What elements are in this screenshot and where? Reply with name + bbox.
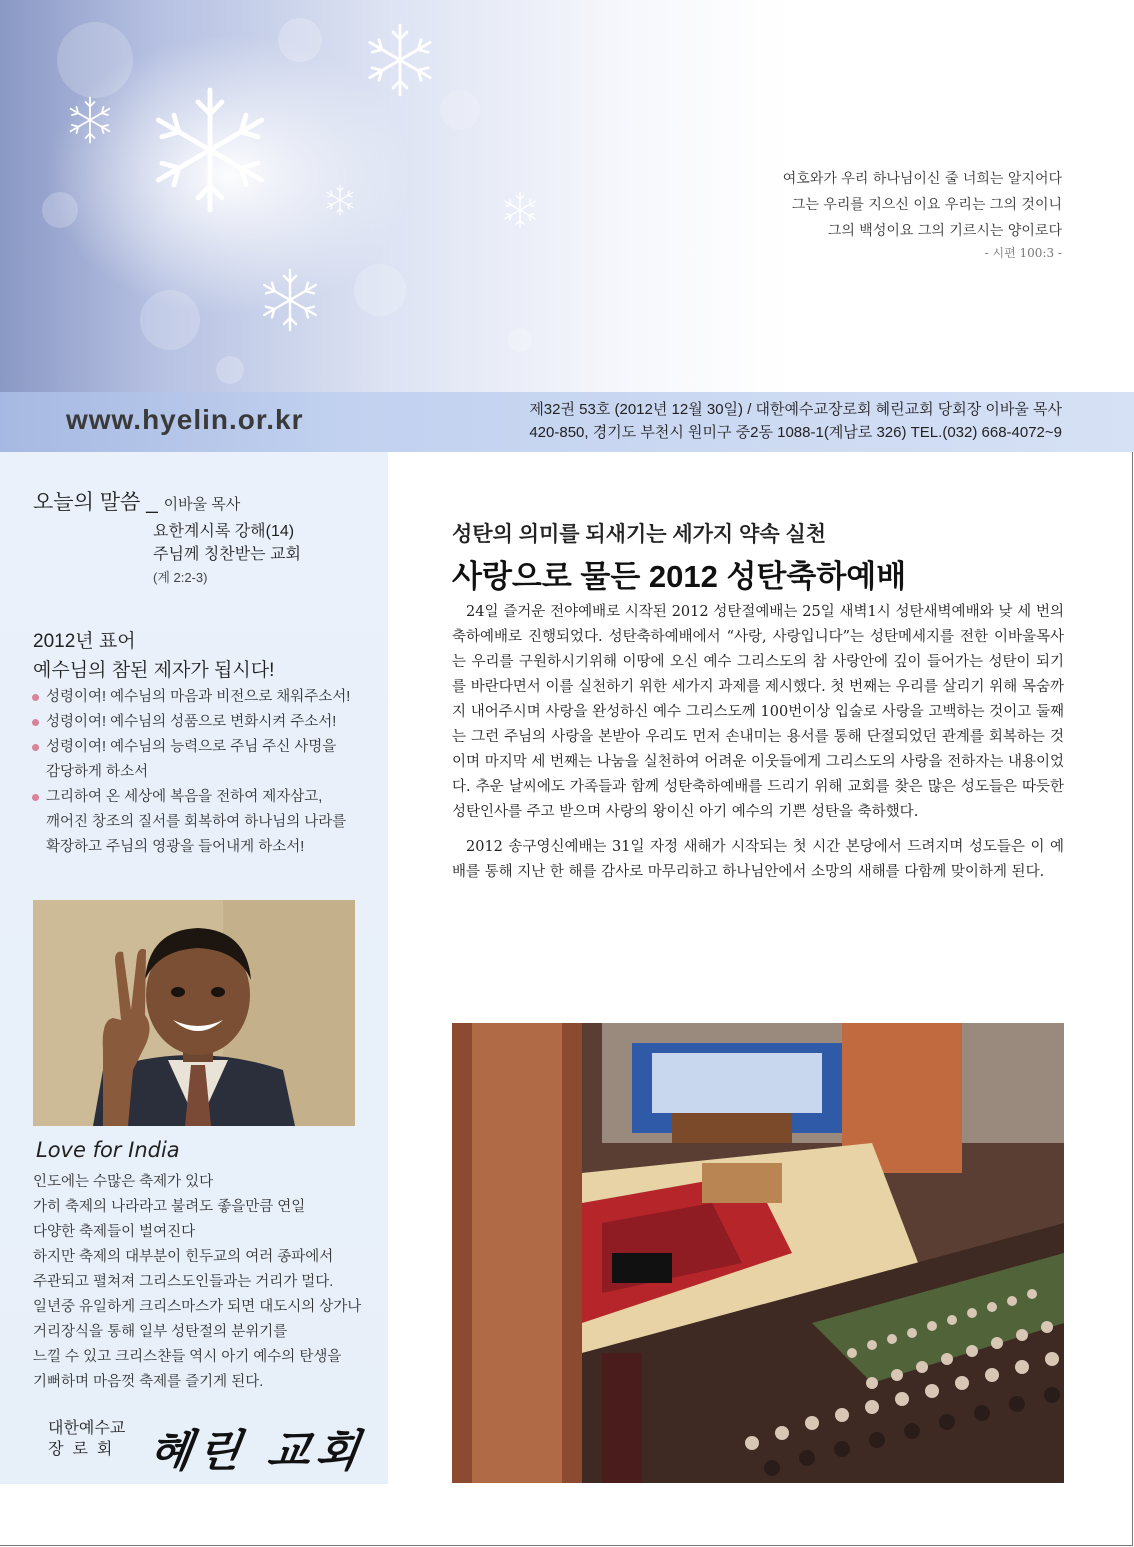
text-line: 기뻐하며 마음껏 축제를 즐기게 된다. xyxy=(33,1374,264,1390)
text-line: 주관되고 펼쳐져 그리스도인들과는 거리가 멀다. xyxy=(33,1274,334,1290)
prayer-line: 성령이여! 예수님의 능력으로 주님 주신 사명을 xyxy=(46,739,337,755)
love-for-india-text xyxy=(33,1170,378,1395)
denomination-line1: 대한예수교 xyxy=(48,1420,126,1437)
bible-verse xyxy=(783,166,1062,262)
sermon-info xyxy=(153,520,301,589)
list-item xyxy=(32,785,377,860)
text-line: 다양한 축제들이 벌여진다 xyxy=(33,1224,196,1240)
text-line: 거리장식을 통해 일부 성탄절의 분위기를 xyxy=(33,1324,288,1340)
verse-line: 그는 우리를 지으신 이요 우리는 그의 것이니 xyxy=(791,197,1062,213)
text-line: 일년중 유일하게 크리스마스가 되면 대도시의 상가나 xyxy=(33,1299,362,1315)
sermon-series: 요한계시록 강해(14) xyxy=(153,523,295,540)
denomination-line2: 장로회 xyxy=(48,1441,122,1458)
text-line: 인도에는 수많은 축제가 있다 xyxy=(33,1174,214,1190)
prayer-line: 성령이여! 예수님의 성품으로 변화시켜 주소서! xyxy=(46,714,337,730)
title-separator: _ xyxy=(140,491,164,514)
issue-line: 제32권 53호 (2012년 12월 30일) / 대한예수교장로회 혜린교회 당회장 이바울 목사 xyxy=(529,401,1062,418)
article-paragraph: 24일 즐거운 전야예배로 시작된 2012 성탄절예배는 25일 새벽1시 성탄새벽예배와 낮 세 번의 축하예배로 진행되었다. 성탄축하예배에서 “사랑, 사랑입니다”는 성탄메세지를 전한 이바울목사는 우리를 구원하시기위해 이땅에 오신 예수 그리스도의 참 사랑안에 깊이 들어가는 성탄이 되기를 바란다면서 이를 실천하기 위한 세가지 과제를 제시했다. 첫 번째는 우리를 살리기 위해 목숨까지 내어주시며 사랑을 완성하신 예수 그리스도께 100번이상 입술로 사랑을 고백하는 것이고 둘째는 그런 주님의 사랑을 본받아 우리도 먼저 손내미는 용서를 통해 단절되었던 관계를 회복하는 것이며 마지막 세 번째는 나눔을 실천하여 어려운 이웃들에게 그리스도의 사랑을 전하자는 내용이었다. 추운 날씨에도 가족들과 함께 성탄축하예배를 드리기 위해 교회를 찾은 많은 성도들은 따듯한 성탄인사를 주고 받으며 사랑의 왕이신 아기 예수의 기쁜 성탄을 축하했다. xyxy=(452,604,1064,820)
sermon-reference: (계 2:2-3) xyxy=(153,570,208,585)
list-item xyxy=(32,735,377,785)
verse-line: 그의 백성이요 그의 기르시는 양이로다 xyxy=(827,223,1062,239)
prayer-line: 깨어진 창조의 질서를 회복하여 하나님의 나라를 xyxy=(46,814,347,830)
prayer-line: 감당하게 하소서 xyxy=(46,764,149,780)
bullet-icon xyxy=(32,744,39,751)
issue-info xyxy=(529,398,1062,444)
service-photo-illustration xyxy=(452,1023,1064,1483)
church-name-logo: 혜린 교회 xyxy=(145,1426,369,1477)
todays-word-heading xyxy=(33,486,240,516)
photo-christmas-service xyxy=(452,1023,1064,1483)
text-line: 느낄 수 있고 크리스챤들 역시 아기 예수의 탄생을 xyxy=(33,1349,342,1365)
verse-line: 여호와가 우리 하나님이신 줄 너희는 알지어다 xyxy=(782,171,1062,187)
prayer-line: 그리하여 온 세상에 복음을 전하여 제자삼고, xyxy=(46,789,323,805)
preacher-name: 이바울 목사 xyxy=(163,496,241,513)
list-item xyxy=(32,685,377,710)
sermon-title: 주님께 칭찬받는 교회 xyxy=(153,546,301,563)
church-logo-text xyxy=(48,1418,125,1460)
bullet-icon xyxy=(32,794,39,801)
motto-year: 2012년 표어 xyxy=(33,631,136,652)
article-title: 사랑으로 물든 2012 성탄축하예배 xyxy=(452,559,907,594)
bullet-icon xyxy=(32,719,39,726)
prayer-line: 성령이여! 예수님의 마음과 비전으로 채워주소서! xyxy=(46,689,351,705)
text-line: 하지만 축제의 대부분이 힌두교의 여러 종파에서 xyxy=(33,1249,334,1265)
website-url[interactable]: www.hyelin.or.kr xyxy=(66,404,304,435)
love-for-india-title: Love for India xyxy=(36,1138,180,1162)
article-kicker: 성탄의 의미를 되새기는 세가지 약속 실천 xyxy=(452,523,827,546)
prayer-list xyxy=(32,685,377,860)
prayer-line: 확장하고 주님의 영광을 들어내게 하소서! xyxy=(46,839,305,855)
address-line: 420-850, 경기도 부천시 원미구 중2동 1088-1(계남로 326) TEL.(032) 668-4072~9 xyxy=(529,424,1062,441)
motto: 예수님의 참된 제자가 됩시다! xyxy=(33,660,275,681)
list-item xyxy=(32,710,377,735)
article-paragraph: 2012 송구영신예배는 31일 자정 새해가 시작되는 첫 시간 본당에서 드려지며 성도들은 이 예배를 통해 지난 한 해를 감사로 마무리하고 하나님안에서 소망의 새해를 다함께 맞이하게 된다. xyxy=(452,839,1064,880)
hero-banner xyxy=(0,0,1134,392)
photo-boy xyxy=(33,900,355,1126)
bullet-icon xyxy=(32,694,39,701)
boy-photo-illustration xyxy=(33,900,355,1126)
verse-reference: - 시편 100:3 - xyxy=(984,246,1062,260)
todays-word-title: 오늘의 말씀 xyxy=(33,491,141,514)
article-body xyxy=(452,600,1064,895)
text-line: 가히 축제의 나라라고 불려도 좋을만큼 연일 xyxy=(33,1199,306,1215)
